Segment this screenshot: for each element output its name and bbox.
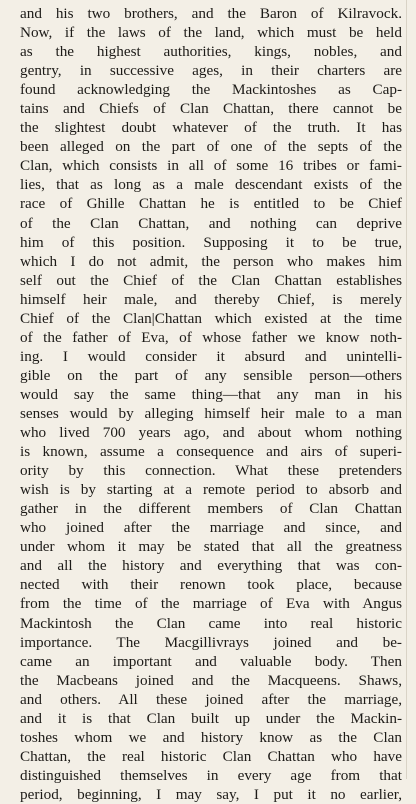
text-line: toshes whom we and history know as the Clan <box>20 728 402 746</box>
text-line: lies, that as long as a male descendant exists of the <box>20 176 402 194</box>
text-line: as the highest authorities, kings, nobles, and <box>20 43 402 61</box>
text-line: importance. The Macgillivrays joined and be- <box>20 633 402 651</box>
text-line: Now, if the laws of the land, which must be held <box>20 24 402 42</box>
text-line: Mackintosh the Clan came into real historic <box>20 614 402 632</box>
text-line: and it is that Clan built up under the Mackin- <box>20 709 402 727</box>
text-line: Chattan, the real historic Clan Chattan who have <box>20 747 402 765</box>
text-line: distinguished themselves in every age from that <box>20 766 402 784</box>
text-line: and his two brothers, and the Baron of Kilravock. <box>20 5 402 22</box>
text-line: senses would by alleging himself heir male to a man <box>20 404 402 422</box>
text-line: tains and Chiefs of Clan Chattan, there cannot be <box>20 100 402 118</box>
text-line: wish is by starting at a remote period to absorb and <box>20 481 402 499</box>
text-line: which I do not admit, the person who makes him <box>20 252 402 270</box>
column-edge-divider <box>406 0 407 779</box>
text-line: gentry, in successive ages, in their charters are <box>20 62 402 80</box>
text-line: from the time of the marriage of Eva with Angus <box>20 595 402 613</box>
text-line: of the Clan Chattan, and nothing can deprive <box>20 214 402 232</box>
text-line: himself heir male, and thereby Chief, is merely <box>20 290 402 308</box>
text-line: race of Ghille Chattan he is entitled to be Chief <box>20 195 402 213</box>
text-line: who lived 700 years ago, and about whom nothing <box>20 424 402 442</box>
text-line: is known, assume a consequence and airs of superi- <box>20 443 402 461</box>
text-line: came an important and valuable body. Then <box>20 652 402 670</box>
text-line: nected with their renown took place, because <box>20 576 402 594</box>
text-line: gather in the different members of Clan Chattan <box>20 500 402 518</box>
text-line: Chief of the Clan|Chattan which existed at the time <box>20 309 402 327</box>
text-line: the slightest doubt whatever of the truth. It has <box>20 119 402 137</box>
text-line: ority by this connection. What these pretenders <box>20 462 402 480</box>
text-line: and all the history and everything that was con- <box>20 557 402 575</box>
text-line: who joined after the marriage and since, and <box>20 519 402 537</box>
text-line: and others. All these joined after the marriage, <box>20 690 402 708</box>
text-line: period, beginning, I may say, I put it no earlier, <box>20 785 402 803</box>
text-column <box>20 4 402 804</box>
text-line: under whom it may be stated that all the greatness <box>20 538 402 556</box>
text-line: would say the same thing—that any man in his <box>20 385 402 403</box>
text-line: the Macbeans joined and the Macqueens. Shaws, <box>20 671 402 689</box>
text-line: found acknowledging the Mackintoshes as Cap- <box>20 81 402 99</box>
text-line: self out the Chief of the Clan Chattan establishes <box>20 271 402 289</box>
text-line: of the father of Eva, of whose father we know noth- <box>20 328 402 346</box>
text-line: gible on the part of any sensible person—others <box>20 366 402 384</box>
text-line: been alleged on the part of one of the septs of the <box>20 138 402 156</box>
text-line: Clan, which consists in all of some 16 tribes or fami- <box>20 157 402 175</box>
text-line: him of this position. Supposing it to be true, <box>20 233 402 251</box>
text-line: ing. I would consider it absurd and unintelli- <box>20 347 402 365</box>
